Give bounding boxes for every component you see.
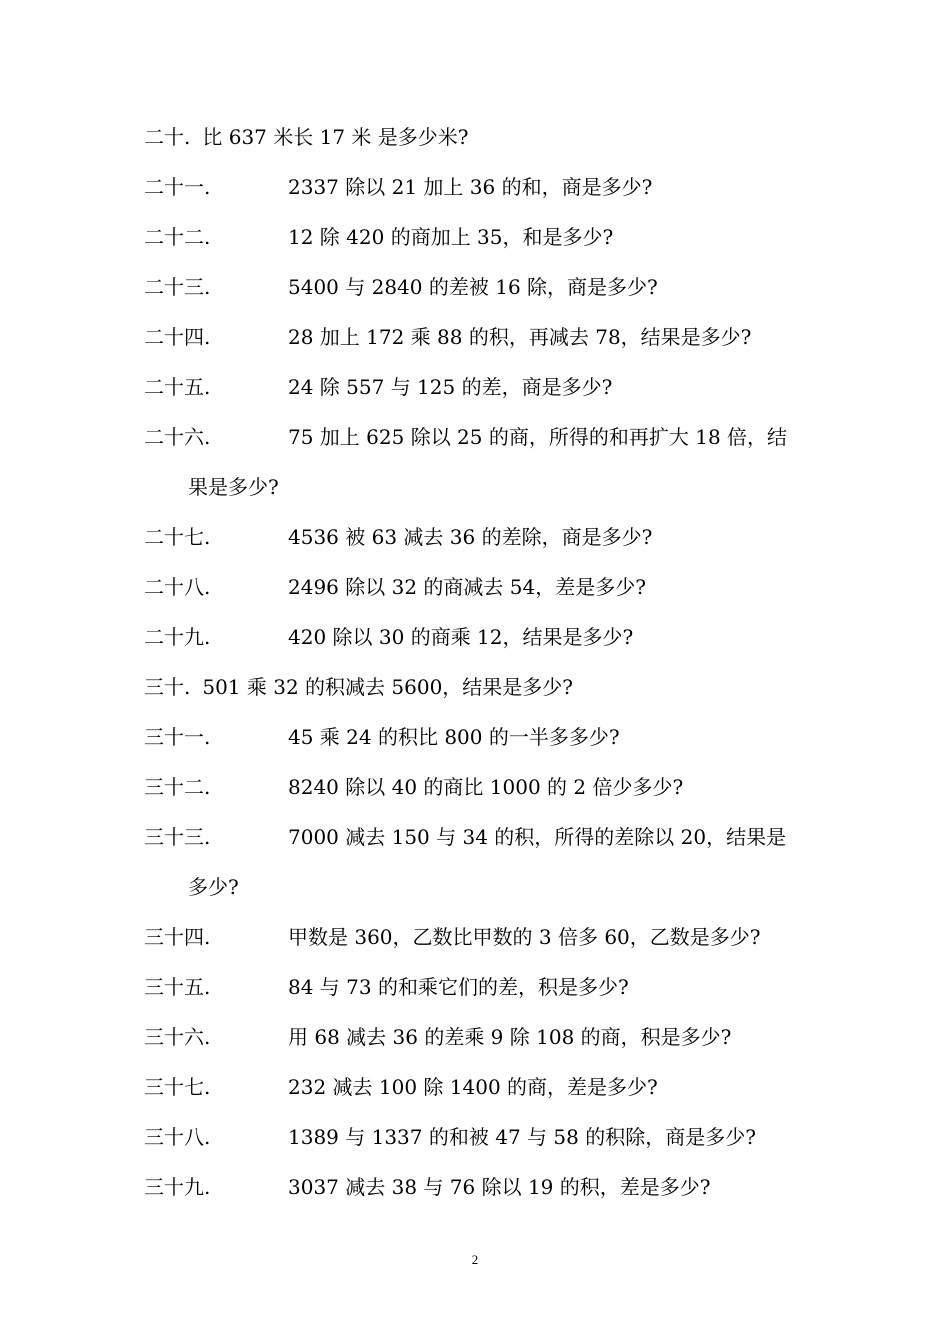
problem-item: [144, 1112, 814, 1162]
problem-text: 用 68 减去 36 的差乘 9 除 108 的商，积是多少?: [288, 1025, 732, 1049]
problem-item: [144, 762, 814, 812]
problem-text: 8240 除以 40 的商比 1000 的 2 倍少多少?: [288, 775, 684, 799]
problem-number: 二十五.: [144, 375, 211, 399]
problem-text: 75 加上 625 除以 25 的商，所得的和再扩大 18 倍，结: [288, 425, 788, 449]
problem-item: [144, 912, 814, 962]
problem-number: 二十九.: [144, 625, 211, 649]
problem-text: 12 除 420 的商加上 35，和是多少?: [288, 225, 614, 249]
problem-list: [144, 112, 814, 1212]
problem-item: [144, 1162, 814, 1212]
problem-number: 三十九.: [144, 1175, 211, 1199]
problem-number: 三十七.: [144, 1075, 211, 1099]
problem-number: 三十四.: [144, 925, 211, 949]
problem-text: 7000 减去 150 与 34 的积，所得的差除以 20，结果是: [288, 825, 787, 849]
problem-number: 二十七.: [144, 525, 211, 549]
problem-item: [144, 212, 814, 262]
problem-text: 2337 除以 21 加上 36 的和，商是多少?: [288, 175, 653, 199]
problem-number: 三十六.: [144, 1025, 211, 1049]
problem-number: 二十三.: [144, 275, 211, 299]
problem-text-continuation: 多少?: [188, 875, 239, 899]
problem-number: 三十.: [144, 675, 191, 699]
problem-number: 二十八.: [144, 575, 211, 599]
problem-item: [144, 1012, 814, 1062]
problem-text: 45 乘 24 的积比 800 的一半多多少?: [288, 725, 620, 749]
problem-number: 三十八.: [144, 1125, 211, 1149]
problem-text: 1389 与 1337 的和被 47 与 58 的积除，商是多少?: [288, 1125, 756, 1149]
problem-text: 甲数是 360，乙数比甲数的 3 倍多 60，乙数是多少?: [288, 925, 761, 949]
problem-text: 2496 除以 32 的商减去 54，差是多少?: [288, 575, 646, 599]
problem-item: [144, 712, 814, 762]
problem-number: 二十一.: [144, 175, 211, 199]
problem-item: [144, 412, 814, 512]
problem-text: 420 除以 30 的商乘 12，结果是多少?: [288, 625, 634, 649]
problem-number: 三十三.: [144, 825, 211, 849]
page-number: 2: [471, 1252, 479, 1267]
problem-item: [144, 962, 814, 1012]
problem-number: 二十四.: [144, 325, 211, 349]
problem-text: 比 637 米长 17 米 是多少米?: [202, 125, 469, 149]
problem-item: [144, 662, 814, 712]
problem-item: [144, 162, 814, 212]
problem-text: 5400 与 2840 的差被 16 除，商是多少?: [288, 275, 658, 299]
problem-number: 三十一.: [144, 725, 211, 749]
problem-number: 三十五.: [144, 975, 211, 999]
problem-item: [144, 112, 814, 162]
problem-text: 4536 被 63 减去 36 的差除，商是多少?: [288, 525, 653, 549]
problem-item: [144, 312, 814, 362]
problem-text: 3037 减去 38 与 76 除以 19 的积，差是多少?: [288, 1175, 711, 1199]
problem-number: 二十六.: [144, 425, 211, 449]
problem-number: 三十二.: [144, 775, 211, 799]
problem-item: [144, 612, 814, 662]
problem-text: 232 减去 100 除 1400 的商，差是多少?: [288, 1075, 658, 1099]
problem-text: 24 除 557 与 125 的差，商是多少?: [288, 375, 613, 399]
problem-text: 28 加上 172 乘 88 的积，再减去 78，结果是多少?: [288, 325, 752, 349]
problem-item: [144, 512, 814, 562]
problem-item: [144, 1062, 814, 1112]
problem-text: 84 与 73 的和乘它们的差，积是多少?: [288, 975, 629, 999]
problem-text-continuation: 果是多少?: [188, 475, 279, 499]
problem-text: 501 乘 32 的积减去 5600，结果是多少?: [202, 675, 574, 699]
problem-number: 二十二.: [144, 225, 211, 249]
problem-item: [144, 362, 814, 412]
problem-item: [144, 562, 814, 612]
problem-number: 二十.: [144, 125, 191, 149]
problem-item: [144, 812, 814, 912]
problem-item: [144, 262, 814, 312]
